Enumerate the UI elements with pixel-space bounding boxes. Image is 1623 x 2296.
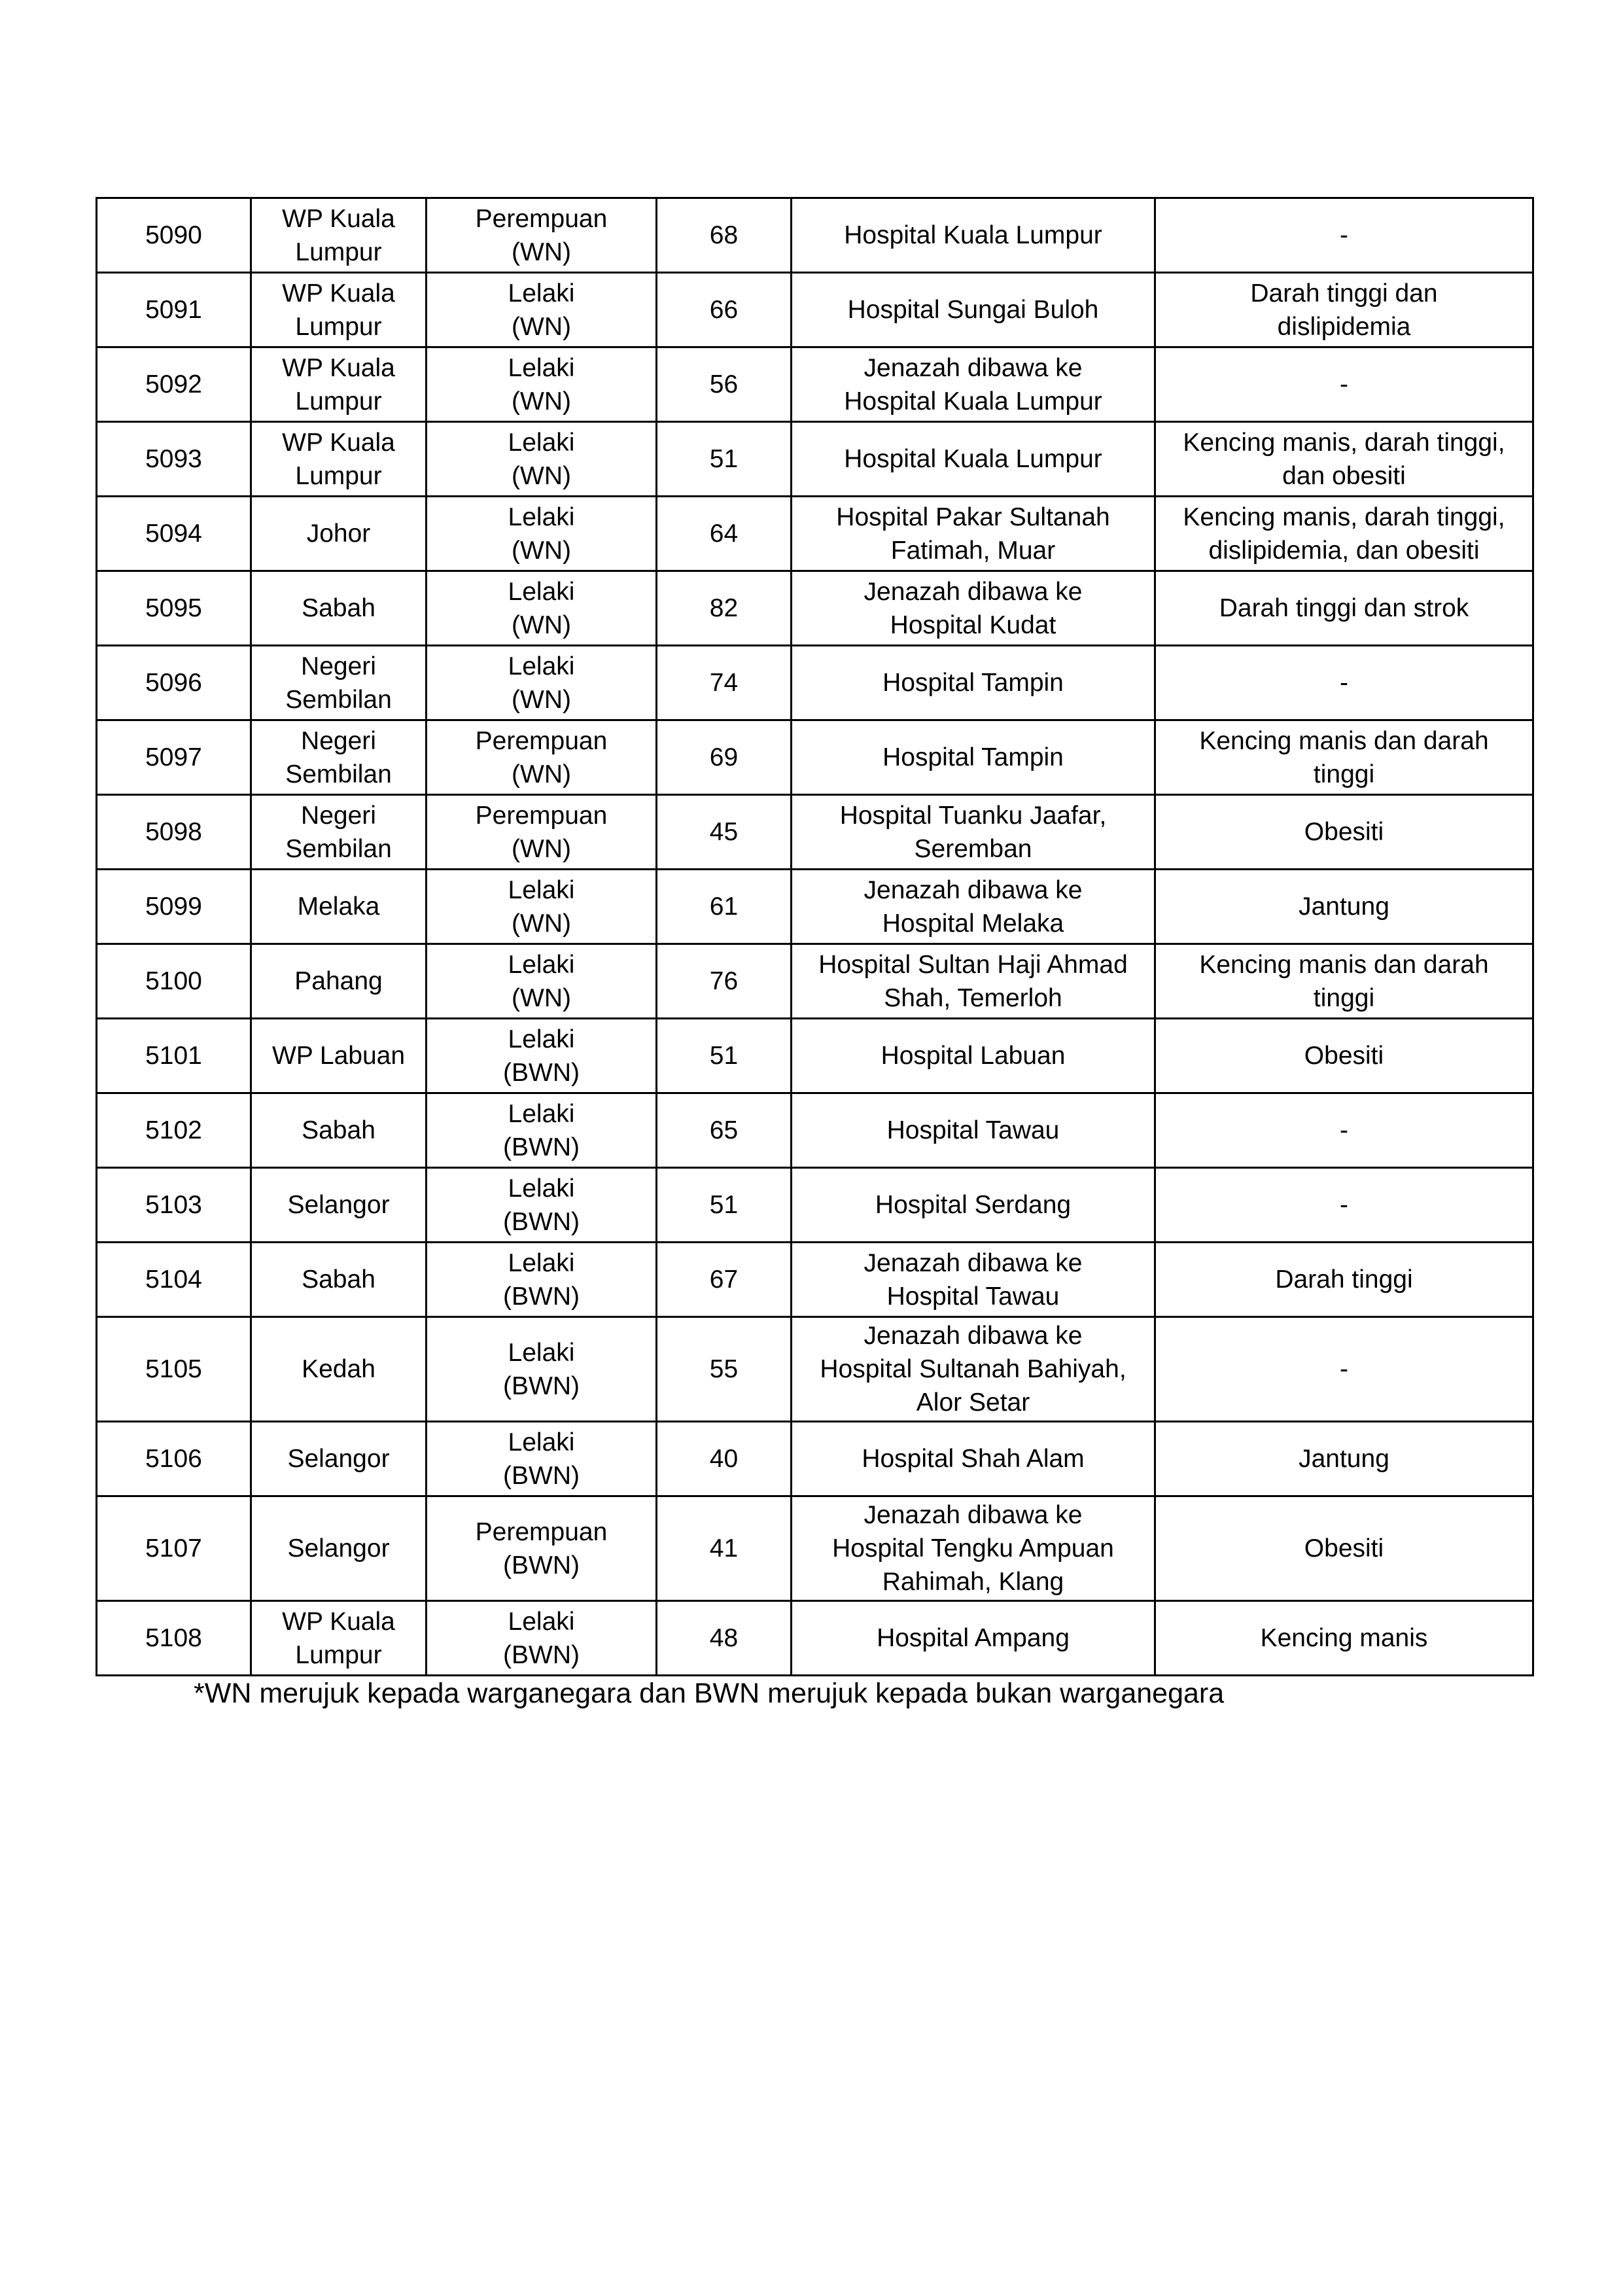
state-cell: Negeri Sembilan <box>251 795 427 870</box>
age-cell: 56 <box>657 347 792 422</box>
hospital-cell: Jenazah dibawa ke Hospital Sultanah Bahiyah, Alor Setar <box>792 1317 1155 1422</box>
case-number-cell: 5108 <box>97 1601 251 1676</box>
case-number-cell: 5099 <box>97 870 251 944</box>
table-row <box>97 497 1533 571</box>
hospital-cell: Hospital Tawau <box>792 1093 1155 1168</box>
table-row <box>97 273 1533 347</box>
table-row <box>97 944 1533 1019</box>
hospital-cell: Jenazah dibawa ke Hospital Tawau <box>792 1243 1155 1317</box>
table-row <box>97 1422 1533 1496</box>
case-number-cell: 5093 <box>97 422 251 497</box>
age-cell: 74 <box>657 646 792 720</box>
gender-cell: Lelaki (BWN) <box>427 1243 657 1317</box>
case-number-cell: 5105 <box>97 1317 251 1422</box>
age-cell: 69 <box>657 720 792 795</box>
age-cell: 55 <box>657 1317 792 1422</box>
comorbidity-cell: - <box>1155 1093 1533 1168</box>
gender-cell: Lelaki (WN) <box>427 646 657 720</box>
comorbidity-cell: Kencing manis <box>1155 1601 1533 1676</box>
gender-cell: Lelaki (BWN) <box>427 1168 657 1243</box>
table-row <box>97 1093 1533 1168</box>
table-row <box>97 1168 1533 1243</box>
comorbidity-cell: Jantung <box>1155 870 1533 944</box>
case-number-cell: 5094 <box>97 497 251 571</box>
age-cell: 41 <box>657 1496 792 1601</box>
gender-cell: Perempuan (WN) <box>427 720 657 795</box>
age-cell: 64 <box>657 497 792 571</box>
gender-cell: Lelaki (BWN) <box>427 1093 657 1168</box>
comorbidity-cell: - <box>1155 1168 1533 1243</box>
age-cell: 45 <box>657 795 792 870</box>
gender-cell: Perempuan (WN) <box>427 198 657 273</box>
hospital-cell: Hospital Shah Alam <box>792 1422 1155 1496</box>
case-number-cell: 5098 <box>97 795 251 870</box>
age-cell: 51 <box>657 1168 792 1243</box>
gender-cell: Lelaki (BWN) <box>427 1601 657 1676</box>
gender-cell: Lelaki (WN) <box>427 497 657 571</box>
case-number-cell: 5095 <box>97 571 251 646</box>
footnote: *WN merujuk kepada warganegara dan BWN merujuk kepada bukan warganegara <box>194 1678 1225 1709</box>
comorbidity-cell: - <box>1155 347 1533 422</box>
comorbidity-cell: Darah tinggi <box>1155 1243 1533 1317</box>
hospital-cell: Hospital Labuan <box>792 1019 1155 1093</box>
table-row <box>97 198 1533 273</box>
case-number-cell: 5106 <box>97 1422 251 1496</box>
table-row <box>97 795 1533 870</box>
state-cell: WP Kuala Lumpur <box>251 347 427 422</box>
state-cell: WP Labuan <box>251 1019 427 1093</box>
comorbidity-cell: Darah tinggi dan dislipidemia <box>1155 273 1533 347</box>
hospital-cell: Hospital Sultan Haji Ahmad Shah, Temerloh <box>792 944 1155 1019</box>
comorbidity-cell: - <box>1155 1317 1533 1422</box>
gender-cell: Lelaki (WN) <box>427 347 657 422</box>
comorbidity-cell: - <box>1155 198 1533 273</box>
case-number-cell: 5092 <box>97 347 251 422</box>
state-cell: Selangor <box>251 1422 427 1496</box>
state-cell: WP Kuala Lumpur <box>251 422 427 497</box>
hospital-cell: Hospital Sungai Buloh <box>792 273 1155 347</box>
table-row <box>97 720 1533 795</box>
age-cell: 61 <box>657 870 792 944</box>
case-number-cell: 5103 <box>97 1168 251 1243</box>
age-cell: 82 <box>657 571 792 646</box>
table-row <box>97 1243 1533 1317</box>
state-cell: WP Kuala Lumpur <box>251 273 427 347</box>
case-table-body <box>97 198 1533 1676</box>
hospital-cell: Hospital Tampin <box>792 646 1155 720</box>
gender-cell: Lelaki (BWN) <box>427 1317 657 1422</box>
age-cell: 68 <box>657 198 792 273</box>
case-number-cell: 5104 <box>97 1243 251 1317</box>
age-cell: 40 <box>657 1422 792 1496</box>
gender-cell: Lelaki (WN) <box>427 571 657 646</box>
age-cell: 66 <box>657 273 792 347</box>
age-cell: 67 <box>657 1243 792 1317</box>
table-row <box>97 422 1533 497</box>
gender-cell: Perempuan (BWN) <box>427 1496 657 1601</box>
hospital-cell: Jenazah dibawa ke Hospital Tengku Ampuan Rahimah, Klang <box>792 1496 1155 1601</box>
gender-cell: Lelaki (WN) <box>427 422 657 497</box>
table-row <box>97 1019 1533 1093</box>
state-cell: WP Kuala Lumpur <box>251 198 427 273</box>
state-cell: Kedah <box>251 1317 427 1422</box>
comorbidity-cell: Darah tinggi dan strok <box>1155 571 1533 646</box>
comorbidity-cell: Kencing manis dan darah tinggi <box>1155 720 1533 795</box>
hospital-cell: Hospital Kuala Lumpur <box>792 198 1155 273</box>
table-row <box>97 1601 1533 1676</box>
comorbidity-cell: - <box>1155 646 1533 720</box>
age-cell: 51 <box>657 1019 792 1093</box>
age-cell: 76 <box>657 944 792 1019</box>
comorbidity-cell: Obesiti <box>1155 795 1533 870</box>
comorbidity-cell: Obesiti <box>1155 1019 1533 1093</box>
case-number-cell: 5096 <box>97 646 251 720</box>
case-number-cell: 5100 <box>97 944 251 1019</box>
case-number-cell: 5101 <box>97 1019 251 1093</box>
hospital-cell: Jenazah dibawa ke Hospital Kuala Lumpur <box>792 347 1155 422</box>
table-row <box>97 347 1533 422</box>
case-number-cell: 5097 <box>97 720 251 795</box>
case-number-cell: 5107 <box>97 1496 251 1601</box>
table-row <box>97 571 1533 646</box>
gender-cell: Lelaki (WN) <box>427 944 657 1019</box>
hospital-cell: Hospital Tampin <box>792 720 1155 795</box>
table-row <box>97 1496 1533 1601</box>
case-table <box>96 197 1534 1676</box>
hospital-cell: Hospital Kuala Lumpur <box>792 422 1155 497</box>
state-cell: Sabah <box>251 1093 427 1168</box>
table-row <box>97 1317 1533 1422</box>
hospital-cell: Jenazah dibawa ke Hospital Kudat <box>792 571 1155 646</box>
gender-cell: Lelaki (BWN) <box>427 1422 657 1496</box>
state-cell: Negeri Sembilan <box>251 646 427 720</box>
gender-cell: Lelaki (WN) <box>427 273 657 347</box>
hospital-cell: Hospital Pakar Sultanah Fatimah, Muar <box>792 497 1155 571</box>
hospital-cell: Hospital Tuanku Jaafar, Seremban <box>792 795 1155 870</box>
state-cell: Selangor <box>251 1496 427 1601</box>
case-number-cell: 5091 <box>97 273 251 347</box>
state-cell: Sabah <box>251 1243 427 1317</box>
case-number-cell: 5102 <box>97 1093 251 1168</box>
age-cell: 51 <box>657 422 792 497</box>
table-row <box>97 646 1533 720</box>
state-cell: Johor <box>251 497 427 571</box>
age-cell: 48 <box>657 1601 792 1676</box>
comorbidity-cell: Obesiti <box>1155 1496 1533 1601</box>
state-cell: Melaka <box>251 870 427 944</box>
age-cell: 65 <box>657 1093 792 1168</box>
state-cell: WP Kuala Lumpur <box>251 1601 427 1676</box>
state-cell: Pahang <box>251 944 427 1019</box>
comorbidity-cell: Kencing manis, darah tinggi, dislipidemia, dan obesiti <box>1155 497 1533 571</box>
state-cell: Negeri Sembilan <box>251 720 427 795</box>
gender-cell: Lelaki (WN) <box>427 870 657 944</box>
comorbidity-cell: Kencing manis dan darah tinggi <box>1155 944 1533 1019</box>
state-cell: Sabah <box>251 571 427 646</box>
table-row <box>97 870 1533 944</box>
comorbidity-cell: Kencing manis, darah tinggi, dan obesiti <box>1155 422 1533 497</box>
gender-cell: Lelaki (BWN) <box>427 1019 657 1093</box>
hospital-cell: Hospital Ampang <box>792 1601 1155 1676</box>
case-number-cell: 5090 <box>97 198 251 273</box>
state-cell: Selangor <box>251 1168 427 1243</box>
hospital-cell: Jenazah dibawa ke Hospital Melaka <box>792 870 1155 944</box>
hospital-cell: Hospital Serdang <box>792 1168 1155 1243</box>
gender-cell: Perempuan (WN) <box>427 795 657 870</box>
comorbidity-cell: Jantung <box>1155 1422 1533 1496</box>
